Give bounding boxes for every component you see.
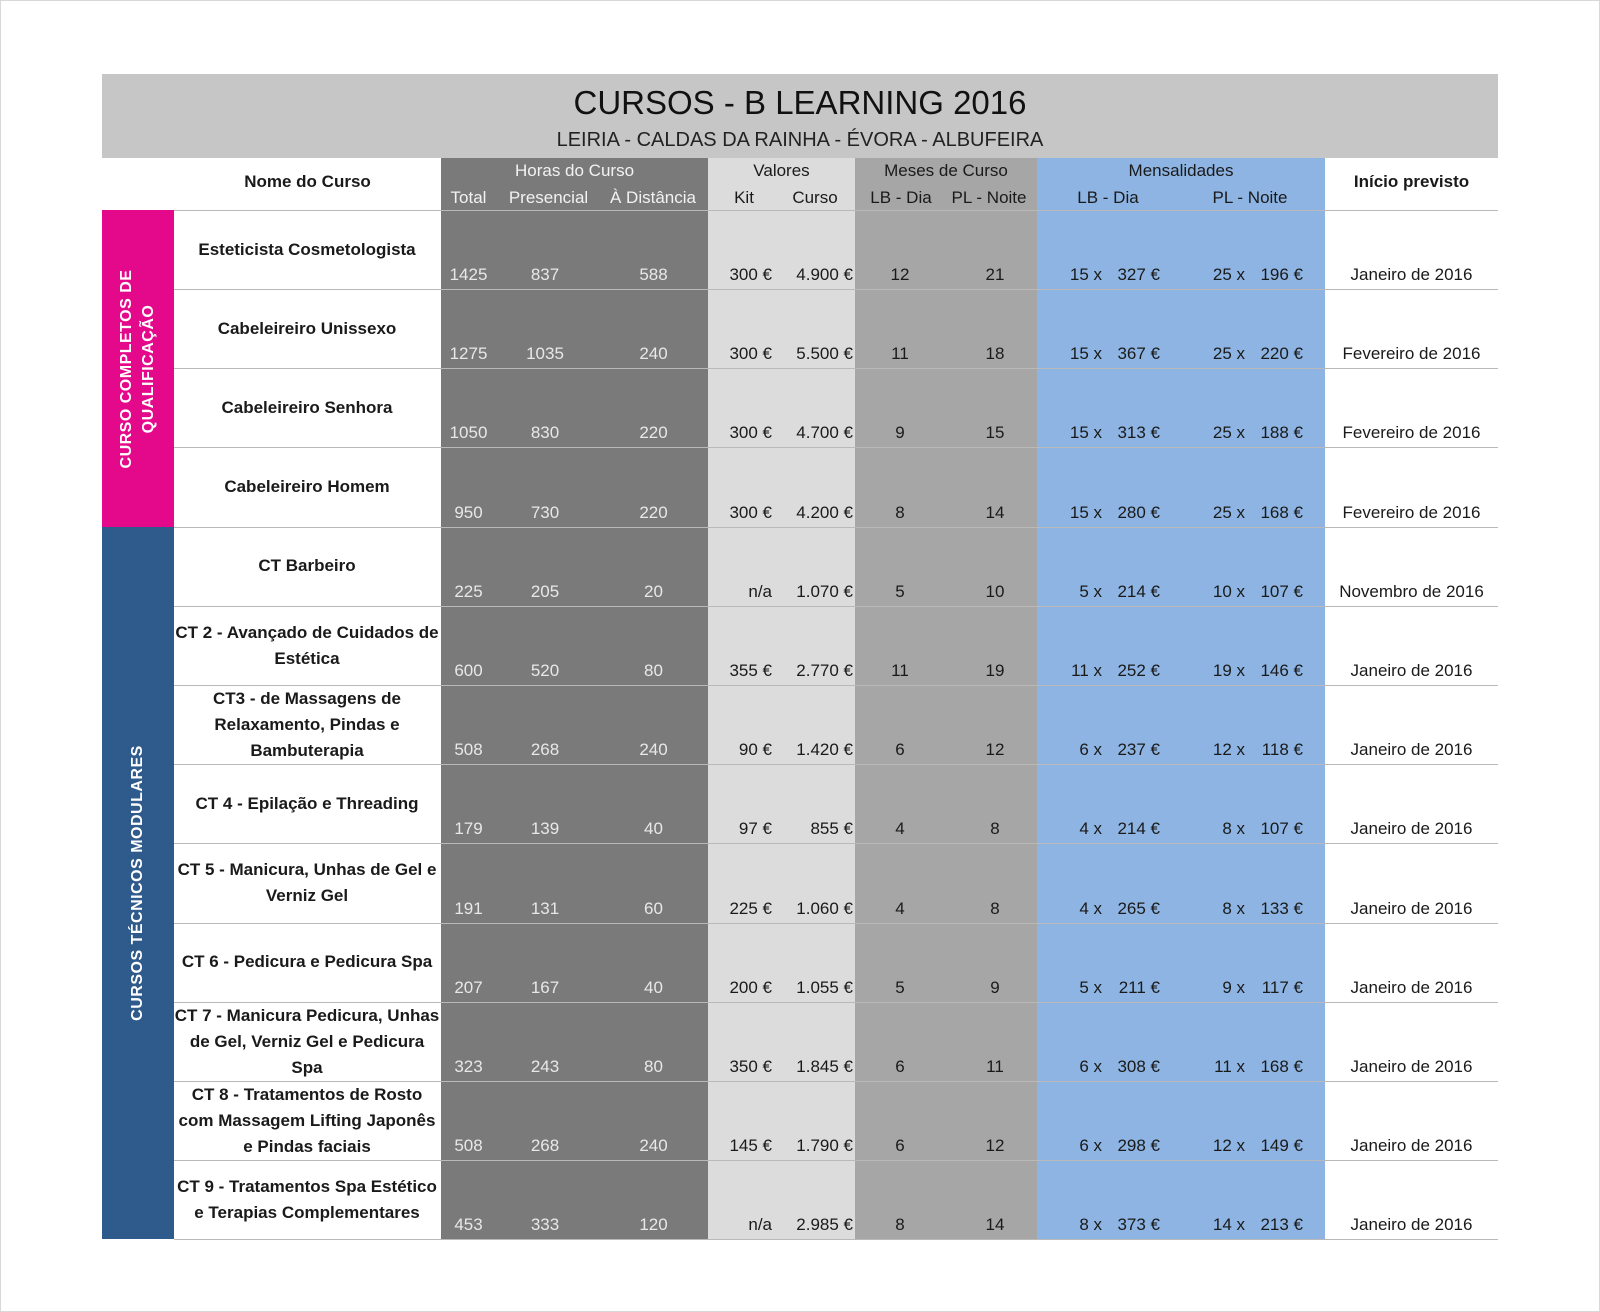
cell-pl-n: 14 x	[1212, 1215, 1245, 1235]
cell-inicio: Janeiro de 2016	[1350, 1215, 1473, 1235]
cell-presencial: 131	[530, 898, 560, 918]
course-name: Cabeleireiro Unissexo	[217, 318, 397, 338]
cell-pl-v: 146 €	[1260, 661, 1303, 680]
cell-lb: 12	[890, 265, 910, 284]
cell-curso: 2.770 €	[796, 661, 853, 680]
cell-lb-v: 308 €	[1117, 1057, 1160, 1076]
header-presencial: Presencial	[508, 188, 589, 207]
cell-pl: 8	[990, 819, 1000, 839]
cell-total: 179	[454, 819, 483, 839]
cell-distancia: 220	[639, 423, 668, 443]
cell-distancia: 40	[644, 977, 663, 997]
table-row	[174, 289, 1498, 369]
category-tecnicos	[102, 527, 174, 1239]
cell-pl: 12	[985, 740, 1005, 760]
page-subtitle: LEIRIA - CALDAS DA RAINHA - ÉVORA - ALBUFEIRA	[556, 129, 1044, 151]
cell-curso: 4.200 €	[796, 502, 853, 522]
cell-distancia: 120	[639, 1215, 668, 1235]
cell-lb-v: 313 €	[1117, 423, 1160, 443]
cell-curso: 1.790 €	[796, 1136, 853, 1156]
cell-pl: 19	[985, 661, 1005, 680]
cell-pl-n: 8 x	[1222, 819, 1245, 839]
table-row	[174, 1002, 1498, 1082]
table-row	[174, 923, 1498, 1003]
cell-lb-v: 280 €	[1117, 502, 1160, 522]
cell-pl-n: 19 x	[1212, 661, 1245, 680]
cell-inicio: Janeiro de 2016	[1350, 898, 1473, 918]
course-name: Cabeleireiro Homem	[224, 477, 390, 497]
header-curso: Curso	[792, 188, 838, 207]
cell-pl-n: 25 x	[1212, 502, 1245, 522]
cell-lb: 9	[895, 423, 905, 443]
cell-lb-n: 4 x	[1079, 898, 1102, 918]
cell-pl: 18	[985, 344, 1005, 364]
cell-presencial: 730	[530, 502, 560, 522]
cell-presencial: 837	[530, 265, 560, 284]
course-name: CT3 - de Massagens de Relaxamento, Pindas e Bambuterapia	[212, 688, 401, 760]
cell-total: 508	[454, 1136, 483, 1156]
cell-pl-v: 213 €	[1260, 1215, 1303, 1235]
cell-kit: 355 €	[729, 661, 772, 680]
cell-kit: 300 €	[729, 423, 772, 443]
cell-curso: 1.070 €	[796, 581, 853, 601]
cell-lb-n: 11 x	[1071, 661, 1102, 680]
cell-lb-n: 15 x	[1069, 344, 1102, 364]
cell-total: 191	[454, 898, 483, 918]
header-mensal-lb: LB - Dia	[1077, 188, 1139, 207]
cell-curso: 1.420 €	[796, 740, 853, 760]
cell-distancia: 60	[644, 898, 663, 918]
cell-distancia: 240	[639, 740, 668, 760]
cell-presencial: 205	[530, 581, 560, 601]
cell-kit: 300 €	[729, 502, 772, 522]
cell-pl: 11	[986, 1057, 1004, 1076]
table-row	[174, 606, 1498, 686]
cell-distancia: 240	[639, 1136, 668, 1156]
header-nome: Nome do Curso	[244, 172, 371, 191]
cell-kit: 90 €	[738, 740, 772, 760]
cell-presencial: 333	[530, 1215, 560, 1235]
table-row	[174, 764, 1498, 844]
course-name: CT 6 - Pedicura e Pedicura Spa	[181, 952, 433, 972]
cell-distancia: 80	[644, 1057, 663, 1076]
cell-pl-n: 8 x	[1222, 898, 1245, 918]
cell-pl-n: 25 x	[1212, 344, 1245, 364]
course-name: CT 4 - Epilação e Threading	[195, 793, 419, 813]
cell-lb-v: 367 €	[1117, 344, 1160, 364]
course-name: Esteticista Cosmetologista	[198, 239, 416, 259]
cell-inicio: Janeiro de 2016	[1350, 977, 1473, 997]
cell-lb: 6	[895, 1057, 905, 1076]
cell-inicio: Janeiro de 2016	[1350, 661, 1473, 680]
cell-kit: 225 €	[729, 898, 772, 918]
cell-curso: 1.845 €	[796, 1057, 853, 1076]
table-row	[174, 368, 1498, 448]
cell-total: 950	[454, 502, 483, 522]
header-mensal-pl: PL - Noite	[1212, 188, 1288, 207]
cell-inicio: Janeiro de 2016	[1350, 1136, 1473, 1156]
cell-pl: 21	[985, 265, 1005, 284]
cell-lb-v: 214 €	[1117, 581, 1160, 601]
header-meses-lb: LB - Dia	[870, 188, 932, 207]
cell-lb-n: 15 x	[1069, 502, 1102, 522]
cell-curso: 1.055 €	[796, 977, 853, 997]
cell-lb: 6	[895, 740, 905, 760]
cell-pl: 9	[990, 977, 1000, 997]
cell-inicio: Fevereiro de 2016	[1342, 502, 1481, 522]
page-title: CURSOS - B LEARNING 2016	[573, 84, 1027, 121]
cell-lb: 11	[891, 661, 909, 680]
cell-curso: 4.700 €	[796, 423, 853, 443]
course-name: CT 9 - Tratamentos Spa Estético e Terapias Complementares	[177, 1176, 437, 1222]
cell-lb-v: 327 €	[1117, 265, 1160, 284]
cell-lb-n: 15 x	[1069, 423, 1102, 443]
cell-total: 1050	[449, 423, 488, 443]
cell-distancia: 220	[639, 502, 668, 522]
cell-pl-v: 196 €	[1260, 265, 1303, 284]
cell-lb: 8	[895, 1215, 905, 1235]
cell-pl-n: 11 x	[1214, 1057, 1245, 1076]
cell-distancia: 588	[639, 265, 668, 284]
cell-pl-v: 168 €	[1260, 502, 1303, 522]
table-row	[174, 1160, 1498, 1240]
cell-lb: 4	[895, 819, 905, 839]
cell-lb-n: 8 x	[1079, 1215, 1102, 1235]
header-total: Total	[450, 188, 487, 207]
header-mensalidades: Mensalidades	[1128, 161, 1234, 180]
cell-lb-v: 237 €	[1117, 740, 1160, 760]
table-row	[174, 844, 1498, 924]
table-row	[174, 448, 1498, 528]
cell-kit: 350 €	[729, 1057, 772, 1076]
cell-pl-v: 107 €	[1260, 819, 1303, 839]
cell-curso: 4.900 €	[796, 265, 853, 284]
cell-pl-n: 12 x	[1212, 1136, 1245, 1156]
course-name: CT 2 - Avançado de Cuidados de Estética	[175, 622, 439, 668]
cell-lb: 5	[895, 581, 905, 601]
cell-kit: n/a	[748, 581, 772, 601]
cell-lb-n: 5 x	[1079, 977, 1102, 997]
cell-lb-v: 298 €	[1117, 1136, 1160, 1156]
cell-pl: 15	[985, 423, 1005, 443]
cell-lb-n: 15 x	[1069, 265, 1102, 284]
cell-inicio: Fevereiro de 2016	[1342, 344, 1481, 364]
cell-lb-v: 265 €	[1117, 898, 1160, 918]
category-completos-label: CURSO COMPLETOS DE QUALIFICAÇÃO	[118, 269, 157, 468]
cell-pl-n: 9 x	[1222, 977, 1245, 997]
cell-total: 323	[454, 1057, 483, 1076]
cell-lb-n: 6 x	[1079, 740, 1102, 760]
cell-curso: 5.500 €	[796, 344, 853, 364]
cell-inicio: Janeiro de 2016	[1350, 819, 1473, 839]
cell-pl-v: 220 €	[1260, 344, 1303, 364]
cell-total: 225	[454, 581, 483, 601]
header-inicio: Início previsto	[1353, 172, 1470, 191]
cell-distancia: 20	[644, 581, 663, 601]
cell-total: 207	[454, 977, 483, 997]
cell-pl-n: 25 x	[1212, 265, 1245, 284]
cell-inicio: Janeiro de 2016	[1350, 740, 1473, 760]
cell-lb-v: 252 €	[1117, 661, 1160, 680]
cell-lb: 4	[895, 898, 905, 918]
cell-inicio: Fevereiro de 2016	[1342, 423, 1481, 443]
cell-pl: 8	[990, 898, 1000, 918]
course-name: Cabeleireiro Senhora	[221, 397, 393, 417]
cell-pl-v: 149 €	[1260, 1136, 1303, 1156]
cell-presencial: 167	[530, 977, 560, 997]
cell-presencial: 243	[530, 1057, 560, 1076]
cell-lb-n: 4 x	[1079, 819, 1102, 839]
cell-pl-n: 25 x	[1212, 423, 1245, 443]
table-row	[174, 685, 1498, 765]
cell-total: 1425	[449, 265, 488, 284]
header-horas: Horas do Curso	[514, 161, 635, 180]
cell-kit: 300 €	[729, 265, 772, 284]
cell-distancia: 40	[644, 819, 663, 839]
table-row	[174, 527, 1498, 607]
category-completos	[102, 210, 174, 527]
cell-kit: 145 €	[729, 1136, 772, 1156]
cell-total: 508	[454, 740, 483, 760]
cell-kit: 300 €	[729, 344, 772, 364]
cell-pl-n: 12 x	[1212, 740, 1245, 760]
cell-lb-v: 373 €	[1117, 1215, 1160, 1235]
cell-distancia: 80	[644, 661, 663, 680]
header-meses: Meses de Curso	[884, 161, 1008, 180]
cell-pl-n: 10 x	[1212, 581, 1245, 601]
cell-curso: 2.985 €	[796, 1215, 853, 1235]
header-meses-pl: PL - Noite	[951, 188, 1027, 207]
cell-pl: 12	[985, 1136, 1005, 1156]
table-row	[174, 1081, 1498, 1161]
cell-inicio: Janeiro de 2016	[1350, 265, 1473, 284]
cell-presencial: 268	[530, 1136, 560, 1156]
cell-presencial: 268	[530, 740, 560, 760]
cell-presencial: 830	[530, 423, 560, 443]
cell-pl-v: 117 €	[1261, 977, 1303, 997]
cell-curso: 855 €	[810, 819, 853, 839]
cell-presencial: 520	[530, 661, 560, 680]
cell-lb: 8	[895, 502, 905, 522]
course-name: CT 5 - Manicura, Unhas de Gel e Verniz Gel	[177, 860, 437, 906]
course-name: CT 7 - Manicura Pedicura, Unhas de Gel, Verniz Gel e Pedicura Spa	[174, 1005, 440, 1077]
cell-lb: 11	[891, 344, 909, 364]
header-valores: Valores	[753, 161, 810, 180]
cell-lb-n: 6 x	[1079, 1136, 1102, 1156]
cell-lb-v: 211 €	[1118, 977, 1160, 997]
cell-pl-v: 168 €	[1260, 1057, 1303, 1076]
cell-lb: 6	[895, 1136, 905, 1156]
cell-kit: 200 €	[729, 977, 772, 997]
cell-total: 453	[454, 1215, 483, 1235]
title-banner	[102, 74, 1498, 158]
cell-lb: 5	[895, 977, 905, 997]
cell-pl: 14	[985, 1215, 1005, 1235]
cell-inicio: Janeiro de 2016	[1350, 1057, 1473, 1076]
cell-pl-v: 133 €	[1260, 898, 1303, 918]
cell-lb-n: 6 x	[1079, 1057, 1102, 1076]
cell-presencial: 139	[530, 819, 560, 839]
cell-kit: 97 €	[738, 819, 772, 839]
cell-kit: n/a	[748, 1215, 772, 1235]
cell-pl-v: 107 €	[1260, 581, 1303, 601]
cell-pl: 10	[985, 581, 1005, 601]
cell-pl-v: 188 €	[1260, 423, 1303, 443]
cell-pl: 14	[985, 502, 1005, 522]
cell-lb-n: 5 x	[1079, 581, 1102, 601]
category-tecnicos-label: CURSOS TÉCNICOS MODULARES	[129, 745, 146, 1021]
header-distancia: À Distância	[610, 188, 696, 207]
table-row	[174, 210, 1498, 290]
cell-pl-v: 118 €	[1261, 740, 1303, 760]
cell-total: 600	[454, 661, 483, 680]
course-name: CT 8 - Tratamentos de Rosto com Massagem Lifting Japonês e Pindas faciais	[178, 1084, 436, 1156]
cell-curso: 1.060 €	[796, 898, 853, 918]
cell-distancia: 240	[639, 344, 668, 364]
header-kit: Kit	[734, 188, 754, 207]
cell-lb-v: 214 €	[1117, 819, 1160, 839]
course-name: CT Barbeiro	[258, 556, 356, 576]
cell-inicio: Novembro de 2016	[1339, 581, 1484, 601]
cell-presencial: 1035	[526, 344, 564, 364]
cell-total: 1275	[449, 344, 488, 364]
